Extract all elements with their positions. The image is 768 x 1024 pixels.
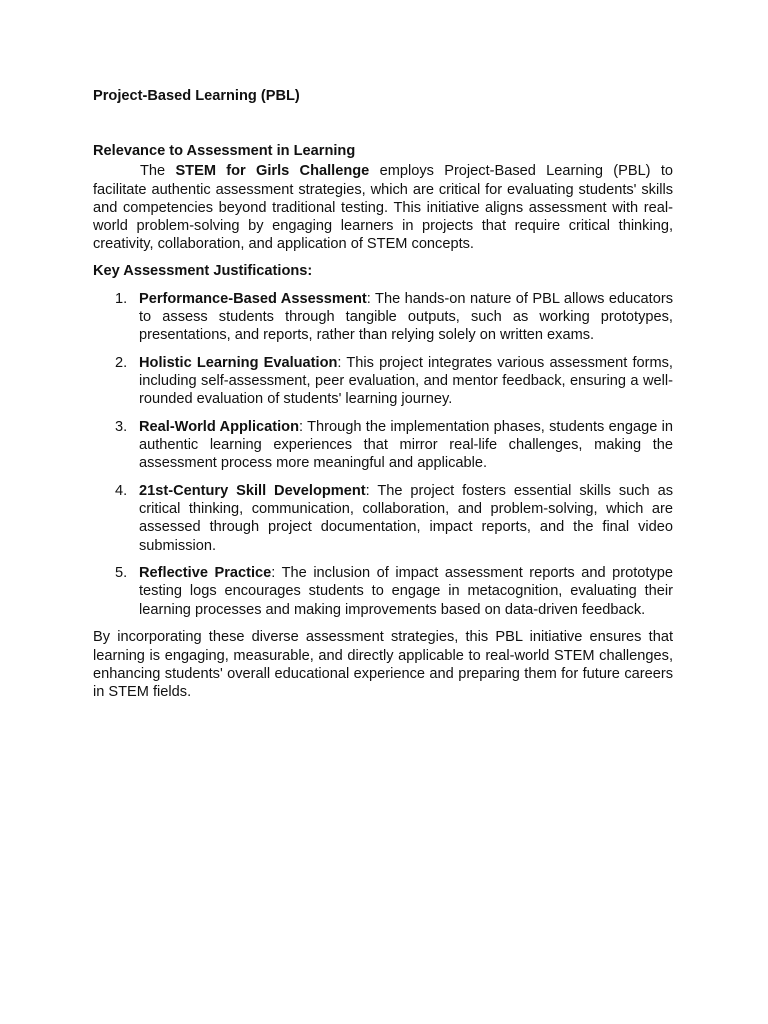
list-item <box>93 418 673 473</box>
section-heading: Relevance to Assessment in Learning <box>93 143 356 160</box>
list-item-term: Holistic Learning Evaluation <box>139 354 338 371</box>
list-item-number: 1. <box>115 290 128 307</box>
document-title: Project-Based Learning (PBL) <box>93 88 300 104</box>
key-justifications-heading: Key Assessment Justifications: <box>93 263 313 280</box>
list-item-term: Reflective Practice <box>139 565 272 582</box>
list-item-number: 5. <box>115 565 128 582</box>
justifications-list <box>93 290 673 619</box>
list-item-number: 2. <box>115 354 128 371</box>
list-item-text: : The hands-on nature of PBL allows educators to assess students through tangible outputs, such as working prototypes, presentations, and reports, rather than relying solely on written exams. <box>139 290 673 344</box>
list-item-text: : This project integrates various assessment forms, including self-assessment, peer evaluation, and mentor feedback, ensuring a well-rounded evaluation of students' learning journey. <box>139 354 673 408</box>
closing-paragraph: By incorporating these diverse assessment strategies, this PBL initiative ensures that learning is engaging, measurable, and directly applicable to real-world STEM challenges, enhancing students' overall educational experience and preparing them for future careers in STEM fields. <box>93 629 673 700</box>
list-item-number: 4. <box>115 482 128 499</box>
list-item-text: : Through the implementation phases, students engage in authentic learning experiences that mirror real-life challenges, making the assessment process more meaningful and applicable. <box>139 418 673 472</box>
list-item <box>93 564 673 619</box>
list-item-text: : The project fosters essential skills such as critical thinking, communication, collaboration, and problem-solving, which are assessed through project documentation, impact reports, and the final video submission. <box>139 482 673 554</box>
list-item <box>93 354 673 409</box>
list-item-term: 21st-Century Skill Development <box>139 482 366 499</box>
list-item <box>93 482 673 555</box>
list-item <box>93 290 673 345</box>
intro-rest: employs Project-Based Learning (PBL) to facilitate authentic assessment strategies, which are critical for evaluating students' skills and competencies beyond traditional testing. This initiative aligns assessment with real-world problem-solving by engaging learners in projects that require critical thinking, creativity, collaboration, and application of STEM concepts. <box>93 163 674 253</box>
list-item-term: Real-World Application <box>139 418 299 435</box>
document-page <box>93 87 673 701</box>
list-item-number: 3. <box>115 418 128 435</box>
intro-paragraph <box>93 162 673 253</box>
intro-lead: The <box>140 163 176 180</box>
list-item-text: : The inclusion of impact assessment reports and prototype testing logs encourages students to engage in metacognition, evaluating their learning processes and making improvements based on data-driven feedback. <box>139 565 673 618</box>
intro-highlight: STEM for Girls Challenge <box>175 163 370 180</box>
list-item-term: Performance-Based Assessment <box>139 290 367 307</box>
